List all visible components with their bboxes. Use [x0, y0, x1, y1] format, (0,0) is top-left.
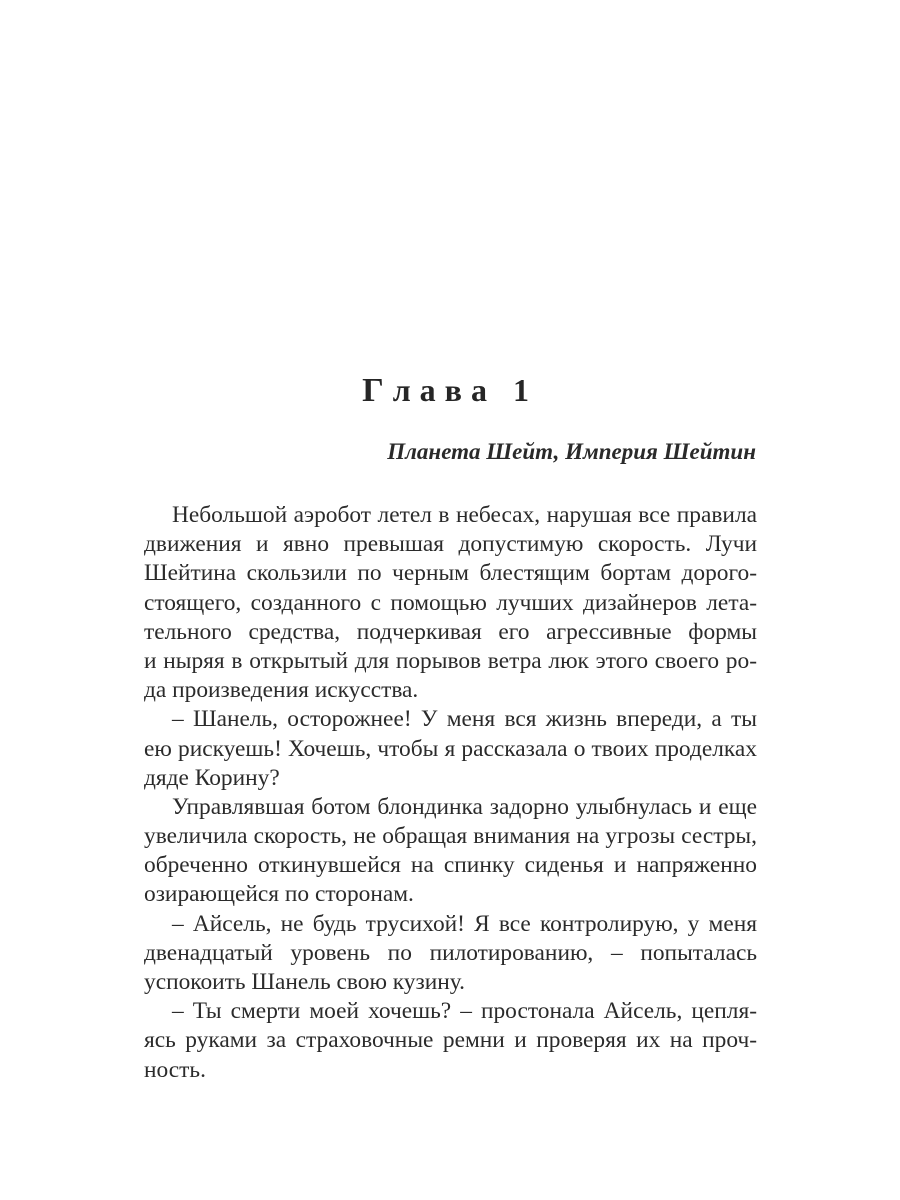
text-line: движения и явно превышая допустимую скорость. Лучи: [144, 531, 757, 558]
chapter-location: Планета Шейт, Империя Шейтин: [387, 439, 756, 464]
text-line: стоящего, созданного с помощью лучших дизайнеров лета-: [144, 589, 757, 616]
text-line: – Шанель, осторожнее! У меня вся жизнь впереди, а ты: [172, 706, 757, 733]
text-line: – Ты смерти моей хочешь? – простонала Айсель, цепля-: [172, 998, 757, 1025]
text-line: увеличила скорость, не обращая внимания на угрозы сестры,: [144, 823, 757, 850]
text-line: успокоить Шанель свою кузину.: [144, 969, 465, 995]
chapter-title-rest: лава 1: [392, 372, 538, 408]
chapter-title: [0, 372, 900, 410]
text-line: ею рискуешь! Хочешь, чтобы я рассказала о твоих проделках: [144, 735, 757, 762]
text-line: Небольшой аэробот летел в небесах, нарушая все правила: [172, 502, 757, 528]
chapter-body: [144, 501, 757, 1085]
text-line: озирающейся по сторонам.: [144, 881, 414, 908]
text-line: и ныряя в открытый для порывов ветра люк этого своего ро-: [144, 647, 757, 674]
text-line: – Айсель, не будь трусихой! Я все контролирую, у меня: [172, 910, 757, 937]
text-line: двенадцатый уровень по пилотированию, – попыталась: [144, 939, 757, 966]
text-line: Управлявшая ботом блондинка задорно улыбнулась и еще: [172, 793, 757, 820]
text-line: да произведения искусства.: [144, 677, 419, 704]
text-line: ясь руками за страховочные ремни и проверяя их на проч-: [144, 1027, 757, 1054]
text-line: обреченно откинувшейся на спинку сиденья и напряженно: [144, 852, 757, 879]
text-line: тельного средства, подчеркивая его агрессивные формы: [144, 618, 757, 645]
text-line: Шейтина скользили по черным блестящим бортам дорого-: [144, 560, 757, 587]
text-line: ность.: [144, 1056, 206, 1083]
chapter-title-initial: Г: [362, 372, 393, 409]
text-line: дяде Корину?: [144, 764, 280, 791]
